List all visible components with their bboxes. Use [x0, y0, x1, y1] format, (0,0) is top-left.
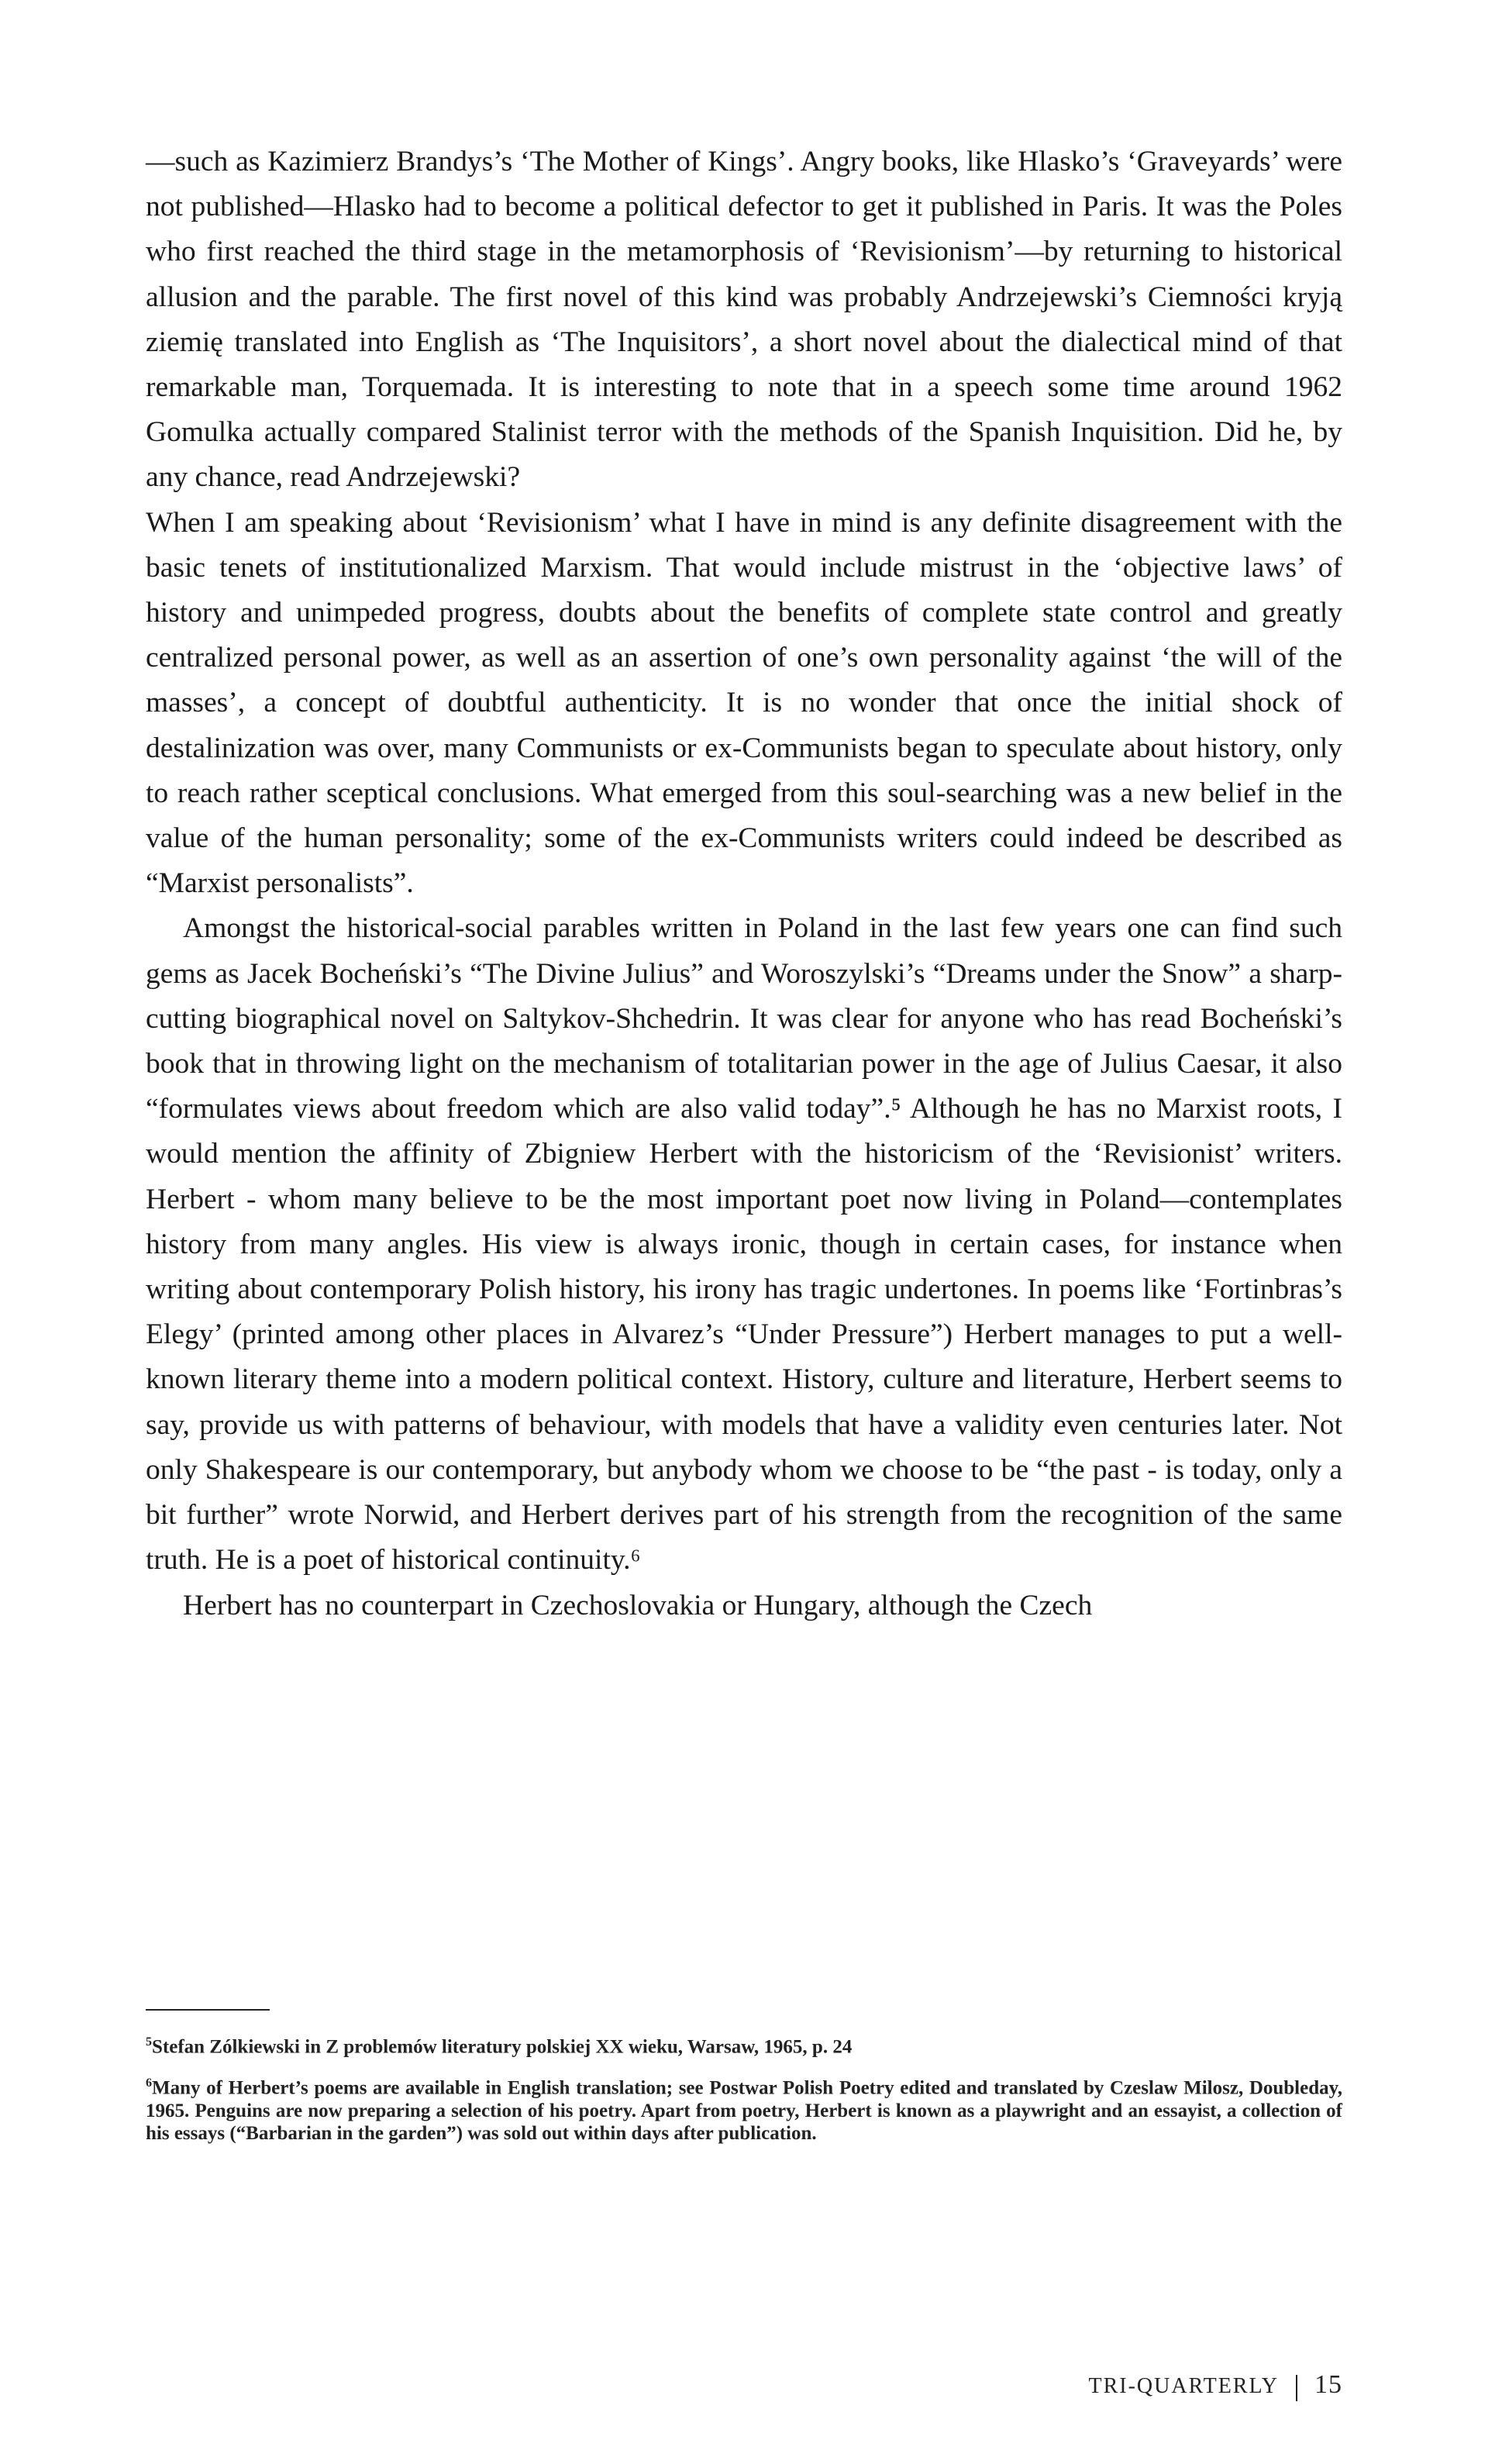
body-text: [146, 140, 1342, 1628]
footnote-divider: [146, 2009, 270, 2011]
paragraph-3: Amongst the historical-social parables written in Poland in the last few years one can find such gems as Jacek Bocheński’s “The Divine Julius” and Woroszylski’s “Dreams under the Snow” a sharp-cutting biographical novel on Saltykov-Shchedrin. It was clear for anyone who has read Bocheński’s book that in throwing light on the mechanism of totalitarian power in the age of Julius Caesar, it also “formulates views about freedom which are also valid today”.⁵ Although he has no Marxist roots, I would mention the affinity of Zbigniew Herbert with the historicism of the ‘Revisionist’ writers. Herbert - whom many believe to be the most important poet now living in Poland—contemplates history from many angles. His view is always ironic, though in certain cases, for instance when writing about contemporary Polish history, his irony has tragic undertones. In poems like ‘Fortinbras’s Elegy’ (printed among other places in Alvarez’s “Under Pressure”) Herbert manages to put a well-known literary theme into a modern political context. History, culture and literature, Herbert seems to say, provide us with patterns of behaviour, with models that have a validity even centuries later. Not only Shakespeare is our contemporary, but anybody whom we choose to be “the past - is today, only a bit further” wrote Norwid, and Herbert derives part of his strength from the recognition of the same truth. He is a poet of historical continuity.⁶: [146, 912, 1342, 1577]
footnotes: [146, 2031, 1342, 2159]
footer-divider: [1296, 2375, 1297, 2401]
footnote-6: [146, 2072, 1342, 2144]
paragraph-4: Herbert has no counterpart in Czechoslovakia or Hungary, although the Czech: [183, 1589, 1093, 1621]
journal-name: TRI-QUARTERLY: [1088, 2374, 1279, 2398]
footnote-number: 6: [146, 2076, 152, 2090]
footnote-text: Many of Herbert’s poems are available in English translation; see Postwar Polish Poetry edited and translated by Czeslaw Milosz, Doubleday, 1965. Penguins are now preparing a selection of his poetry. Apart from poetry, Herbert is known as a playwright and an essayist, a collection of his essays (“Barbarian in the garden”) was sold out within days after publication.: [146, 2077, 1342, 2144]
footnote-text: Stefan Zólkiewski in Z problemów literatury polskiej XX wieku, Warsaw, 1965, p. 24: [152, 2036, 853, 2058]
paragraph-1: —such as Kazimierz Brandys’s ‘The Mother of Kings’. Angry books, like Hlasko’s ‘Graveyards’ were not published—Hlasko had to become a political defector to get it published in Paris. It was the Poles who first reached the third stage in the metamorphosis of ‘Revisionism’—by returning to historical allusion and the parable. The first novel of this kind was probably Andrzejewski’s Ciemności kryją ziemię translated into English as ‘The Inquisitors’, a short novel about the dialectical mind of that remarkable man, Torquemada. It is interesting to note that in a speech some time around 1962 Gomulka actually compared Stalinist terror with the methods of the Spanish Inquisition. Did he, by any chance, read Andrzejewski?: [146, 146, 1342, 494]
paragraph-2: When I am speaking about ‘Revisionism’ what I have in mind is any definite disagreement with the basic tenets of institutionalized Marxism. That would include mistrust in the ‘objective laws’ of history and unimpeded progress, doubts about the benefits of complete state control and greatly centralized personal power, as well as an assertion of one’s own personality against ‘the will of the masses’, a concept of doubtful authenticity. It is no wonder that once the initial shock of destalinization was over, many Communists or ex-Communists began to speculate about history, only to reach rather sceptical conclusions. What emerged from this soul-searching was a new belief in the value of the human personality; some of the ex-Communists writers could indeed be described as “Marxist personalists”.: [146, 506, 1342, 900]
page-body: [146, 140, 1342, 1628]
page-number: 15: [1314, 2370, 1342, 2399]
footnote-5: [146, 2031, 1342, 2058]
footnote-number: 5: [146, 2035, 152, 2049]
running-footer: [1089, 2370, 1343, 2401]
